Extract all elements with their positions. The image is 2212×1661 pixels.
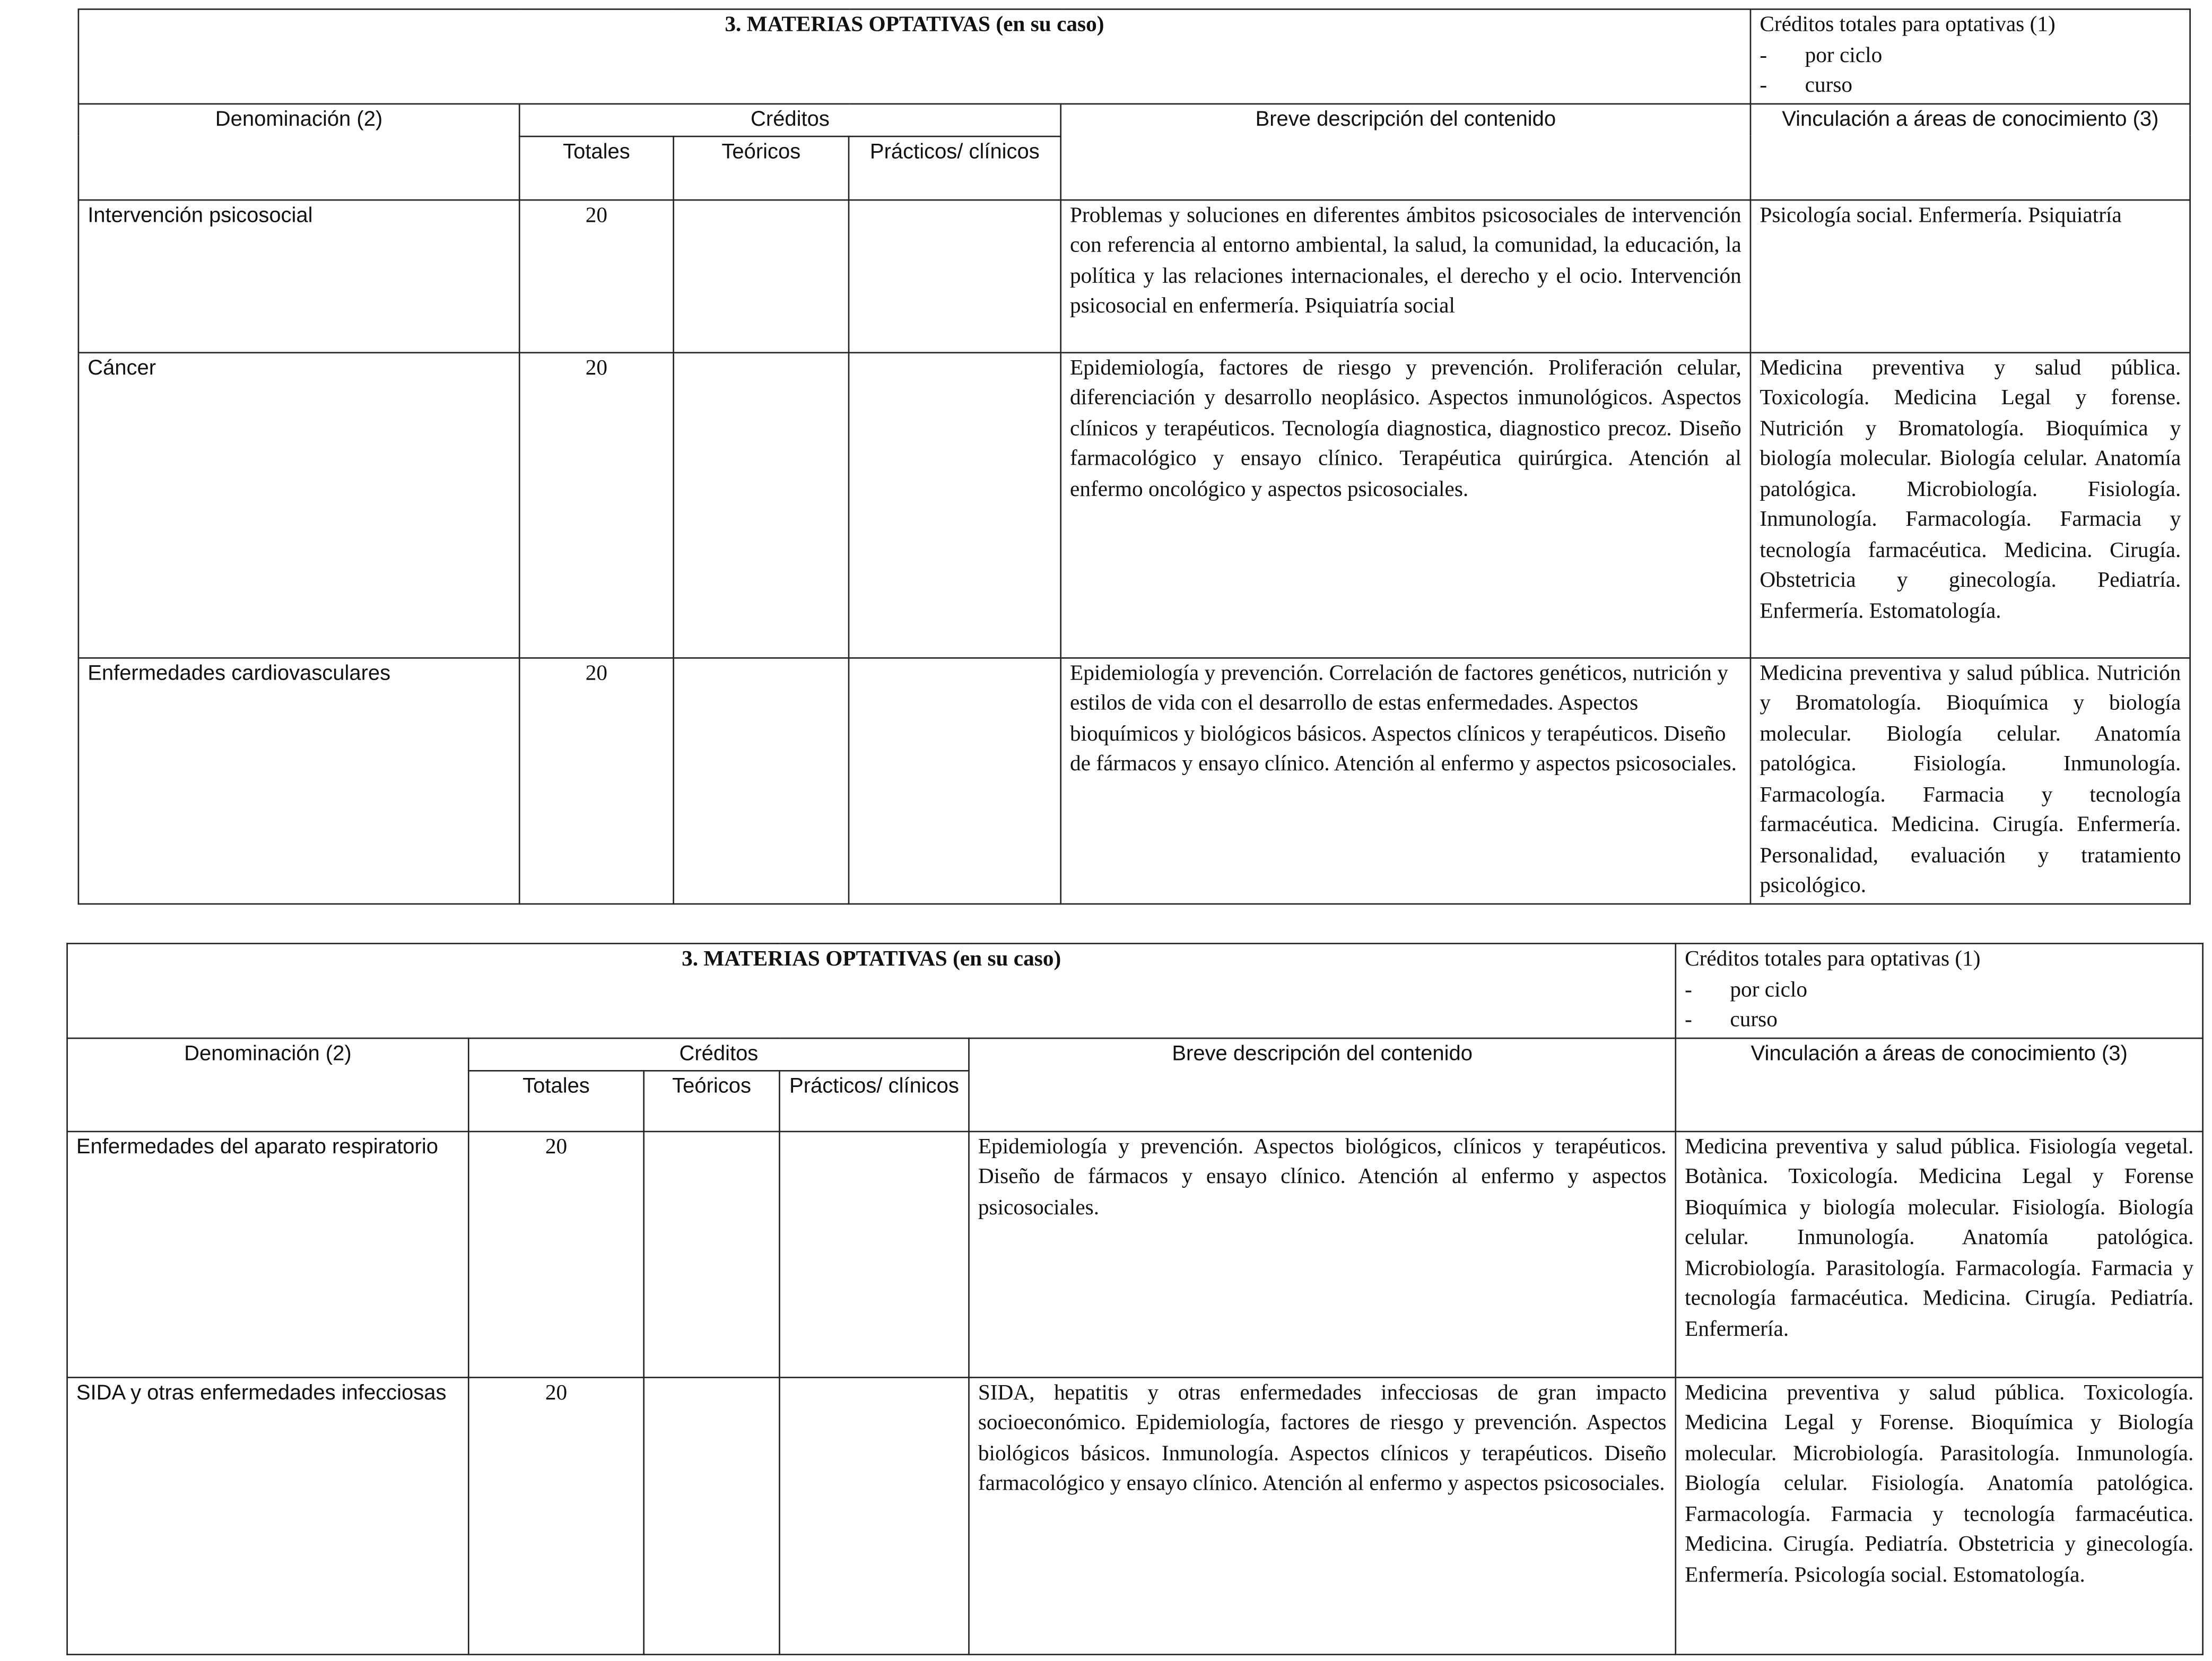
- header-practicos: Prácticos/ clínicos: [849, 136, 1061, 199]
- table-row: [79, 352, 2190, 657]
- header-descripcion: Breve descripción del contenido: [1061, 104, 1751, 199]
- row-descripcion: Epidemiología y prevención. Correlación de factores genéticos, nutrición y estilos de vida con el desarrollo de estas enfermedades. Aspectos bioquímicos y biológicos básicos. Aspectos clínicos y terapéuticos. Diseño de fármacos y ensayo clínico. Atención al enfermo y aspectos psicosociales.: [1061, 657, 1751, 903]
- row-teoricos: [644, 1131, 780, 1377]
- header-creditos: Créditos: [519, 104, 1061, 136]
- row-descripcion: Problemas y soluciones en diferentes ámbitos psicosociales de intervención con referencia al entorno ambiental, la salud, la comunidad, la educación, la política y las relaciones internacionales, el derecho y el ocio. Intervención psicosocial en enfermería. Psiquiatría social: [1061, 199, 1751, 352]
- row-teoricos: [674, 657, 849, 903]
- row-denominacion: Intervención psicosocial: [79, 199, 519, 352]
- header-denominacion: Denominación (2): [67, 1038, 469, 1131]
- creditos-totales-list: [1685, 975, 2193, 1036]
- creditos-totales-label: Créditos totales para optativas (1): [1685, 947, 1981, 971]
- row-totales: 20: [468, 1131, 643, 1377]
- table-title: 3. MATERIAS OPTATIVAS (en su caso): [79, 9, 1751, 104]
- por-ciclo-item: - por ciclo: [1760, 40, 2181, 71]
- row-vinculacion: Medicina preventiva y salud pública. Fisiología vegetal. Botànica. Toxicología. Medicina Legal y Forense Bioquímica y biología molecular. Fisiología. Biología celular. Inmunología. Anatomía patológica. Microbiología. Parasitología. Farmacología. Farmacia y tecnología farmacéutica. Medicina. Cirugía. Pediatría. Enfermería.: [1676, 1131, 2203, 1377]
- por-ciclo-item: - por ciclo: [1685, 975, 2193, 1005]
- table-row: [79, 657, 2190, 903]
- row-denominacion: Enfermedades del aparato respiratorio: [67, 1131, 469, 1377]
- header-vinculacion: Vinculación a áreas de conocimiento (3): [1676, 1038, 2203, 1131]
- header-vinculacion: Vinculación a áreas de conocimiento (3): [1751, 104, 2190, 199]
- creditos-totales-cell: [1751, 9, 2190, 104]
- header-teoricos: Teóricos: [674, 136, 849, 199]
- creditos-totales-list: [1760, 40, 2181, 101]
- row-vinculacion: Medicina preventiva y salud pública. Toxicología. Medicina Legal y Forense. Bioquímica y Biología molecular. Microbiología. Parasitología. Inmunología. Biología celular. Fisiología. Anatomía patológica. Farmacología. Farmacia y tecnología farmacéutica. Medicina. Cirugía. Pediatría. Obstetricia y ginecología. Enfermería. Psicología social. Estomatología.: [1676, 1377, 2203, 1654]
- row-totales: 20: [519, 657, 673, 903]
- table-row: [67, 1131, 2203, 1377]
- table-row: [67, 1377, 2203, 1654]
- row-vinculacion: Medicina preventiva y salud pública. Toxicología. Medicina Legal y forense. Nutrición y Bromatología. Bioquímica y biología molecular. Biología celular. Anatomía patológica. Microbiología. Fisiología. Inmunología. Farmacología. Farmacia y tecnología farmacéutica. Medicina. Cirugía. Obstetricia y ginecología. Pediatría. Enfermería. Estomatología.: [1751, 352, 2190, 657]
- row-descripcion: Epidemiología y prevención. Aspectos biológicos, clínicos y terapéuticos. Diseño de fármacos y ensayo clínico. Atención al enfermo y aspectos psicosociales.: [969, 1131, 1676, 1377]
- row-teoricos: [644, 1377, 780, 1654]
- row-descripcion: SIDA, hepatitis y otras enfermedades infecciosas de gran impacto socioeconómico. Epidemiología, factores de riesgo y prevención. Aspectos biológicos básicos. Inmunología. Aspectos clínicos y terapéuticos. Diseño farmacológico y ensayo clínico. Atención al enfermo y aspectos psicosociales.: [969, 1377, 1676, 1654]
- row-practicos: [849, 199, 1061, 352]
- header-denominacion: Denominación (2): [79, 104, 519, 199]
- optativas-table-2: [66, 943, 2204, 1655]
- row-denominacion: Enfermedades cardiovasculares: [79, 657, 519, 903]
- row-descripcion: Epidemiología, factores de riesgo y prevención. Proliferación celular, diferenciación y desarrollo neoplásico. Aspectos inmunológicos. Aspectos clínicos y terapéuticos. Tecnología diagnostica, diagnostico precoz. Diseño farmacológico y ensayo clínico. Terapéutica quirúrgica. Atención al enfermo oncológico y aspectos psicosociales.: [1061, 352, 1751, 657]
- creditos-totales-label: Créditos totales para optativas (1): [1760, 12, 2056, 37]
- header-descripcion: Breve descripción del contenido: [969, 1038, 1676, 1131]
- row-practicos: [849, 352, 1061, 657]
- header-teoricos: Teóricos: [644, 1070, 780, 1131]
- row-denominacion: SIDA y otras enfermedades infecciosas: [67, 1377, 469, 1654]
- row-teoricos: [674, 199, 849, 352]
- header-practicos: Prácticos/ clínicos: [779, 1070, 969, 1131]
- table-row: [79, 199, 2190, 352]
- header-totales: Totales: [519, 136, 673, 199]
- row-practicos: [779, 1131, 969, 1377]
- row-denominacion: Cáncer: [79, 352, 519, 657]
- table-title: 3. MATERIAS OPTATIVAS (en su caso): [67, 944, 1676, 1039]
- row-vinculacion: Medicina preventiva y salud pública. Nutrición y Bromatología. Bioquímica y biología molecular. Biología celular. Anatomía patológica. Fisiología. Inmunología. Farmacología. Farmacia y tecnología farmacéutica. Medicina. Cirugía. Enfermería. Personalidad, evaluación y tratamiento psicológico.: [1751, 657, 2190, 903]
- row-totales: 20: [519, 199, 673, 352]
- creditos-totales-cell: [1676, 944, 2203, 1039]
- row-totales: 20: [468, 1377, 643, 1654]
- row-vinculacion: Psicología social. Enfermería. Psiquiatría: [1751, 199, 2190, 352]
- row-teoricos: [674, 352, 849, 657]
- optativas-table-1: [78, 8, 2191, 904]
- row-practicos: [849, 657, 1061, 903]
- header-totales: Totales: [468, 1070, 643, 1131]
- header-creditos: Créditos: [468, 1038, 969, 1070]
- curso-item: - curso: [1760, 71, 2181, 101]
- row-practicos: [779, 1377, 969, 1654]
- curso-item: - curso: [1685, 1005, 2193, 1035]
- row-totales: 20: [519, 352, 673, 657]
